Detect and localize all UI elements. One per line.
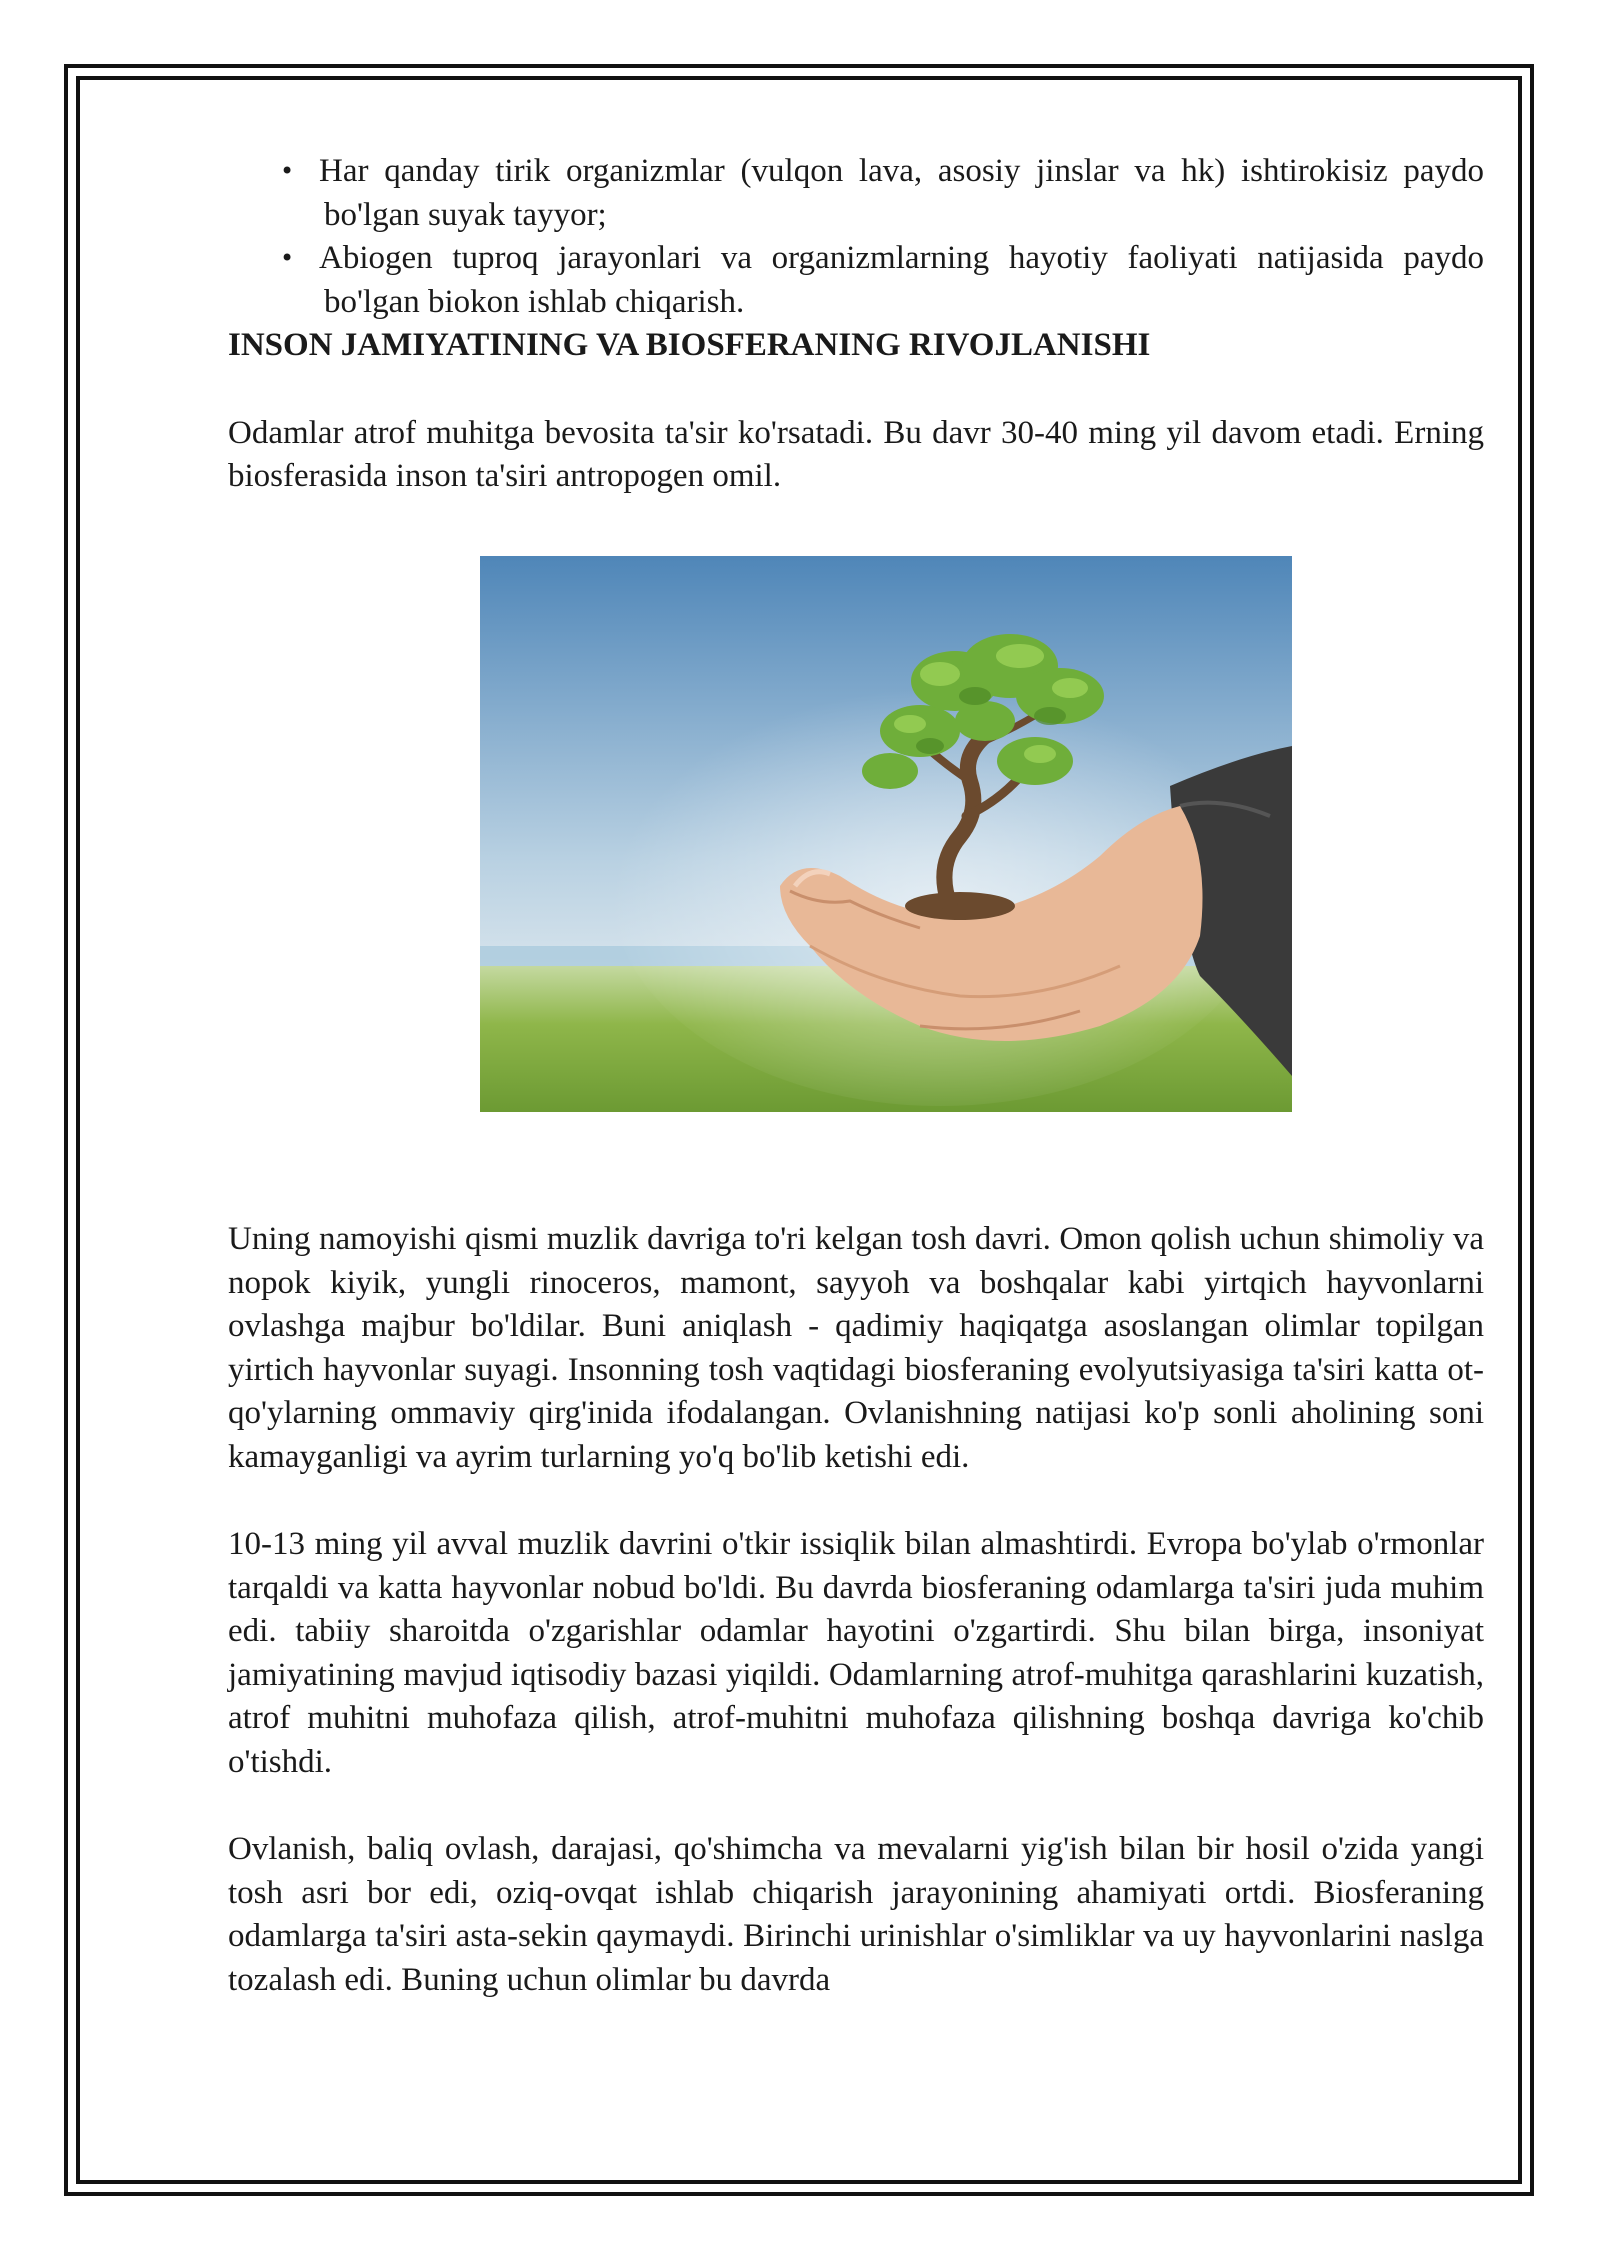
paragraph-ice-age: 10-13 ming yil avval muzlik davrini o'tkir issiqlik bilan almashtirdi. Evropa bo'ylab o'rmonlar tarqaldi va katta hayvonlar nobud bo'ldi. Bu davrda biosferaning odamlarga ta'siri juda muhim edi. tabiiy sharoitda o'zgarishlar odamlar hayotini o'zgartirdi. Shu bilan birga, insoniyat jamiyatining mavjud iqtisodiy bazasi yiqildi. Odamlarning atrof-muhitga qarashlarini kuzatish, atrof muhitni muhofaza qilish, atrof-muhitni muhofaza qilishning boshqa davriga ko'chib o'tishdi. — [228, 1526, 1484, 1780]
list-item: • Har qanday tirik organizmlar (vulqon lava, asosiy jinslar va hk) ishtirokisiz paydo bo'lgan suyak tayyor; — [228, 150, 1484, 237]
document-body-bottom — [228, 1218, 1484, 2002]
document-body-top — [228, 150, 1484, 499]
section-heading: INSON JAMIYATINING VA BIOSFERANING RIVOJLANISHI — [228, 327, 1151, 363]
photo-illustration — [480, 556, 1292, 1112]
paragraph-intro: Odamlar atrof muhitga bevosita ta'sir ko'rsatadi. Bu davr 30-40 ming yil davom etadi. Erning biosferasida inson ta'siri antropogen omil. — [228, 414, 1484, 494]
paragraph-new-stone-age: Ovlanish, baliq ovlash, darajasi, qo'shimcha va mevalarni yig'ish bilan bir hosil o'zida yangi tosh asri bor edi, oziq-ovqat ishlab chiqarish jarayonining ahamiyati ortdi. Biosferaning odamlarga ta'siri asta-sekin qaymaydi. Birinchi urinishlar o'simliklar va uy hayvonlarini naslga tozalash edi. Buning uchun olimlar bu davrda — [228, 1831, 1484, 1998]
bullet-icon: • — [280, 244, 295, 272]
paragraph-stone-age: Uning namoyishi qismi muzlik davriga to'ri kelgan tosh davri. Omon qolish uchun shimoliy va nopok kiyik, yungli rinoceros, mamont, sayyoh va boshqalar kabi yirtqich hayvonlarni ovlashga majbur bo'ldilar. Buni aniqlash - qadimiy haqiqatga asoslangan olimlar topilgan yirtich hayvonlar suyagi. Insonning tosh vaqtidagi biosferaning evolyutsiyasiga ta'siri katta ot-qo'ylarning ommaviy qirg'inida ifodalangan. Ovlanishning natijasi ko'p sonli aholining soni kamayganligi va ayrim turlarning yo'q bo'lib ketishi edi. — [228, 1221, 1484, 1475]
bullet-list — [228, 150, 1484, 324]
hands-holding-tree-photo — [480, 556, 1292, 1112]
list-item: • Abiogen tuproq jarayonlari va organizmlarning hayotiy faoliyati natijasida paydo bo'lgan biokon ishlab chiqarish. — [228, 237, 1484, 324]
bullet-icon: • — [280, 157, 295, 185]
